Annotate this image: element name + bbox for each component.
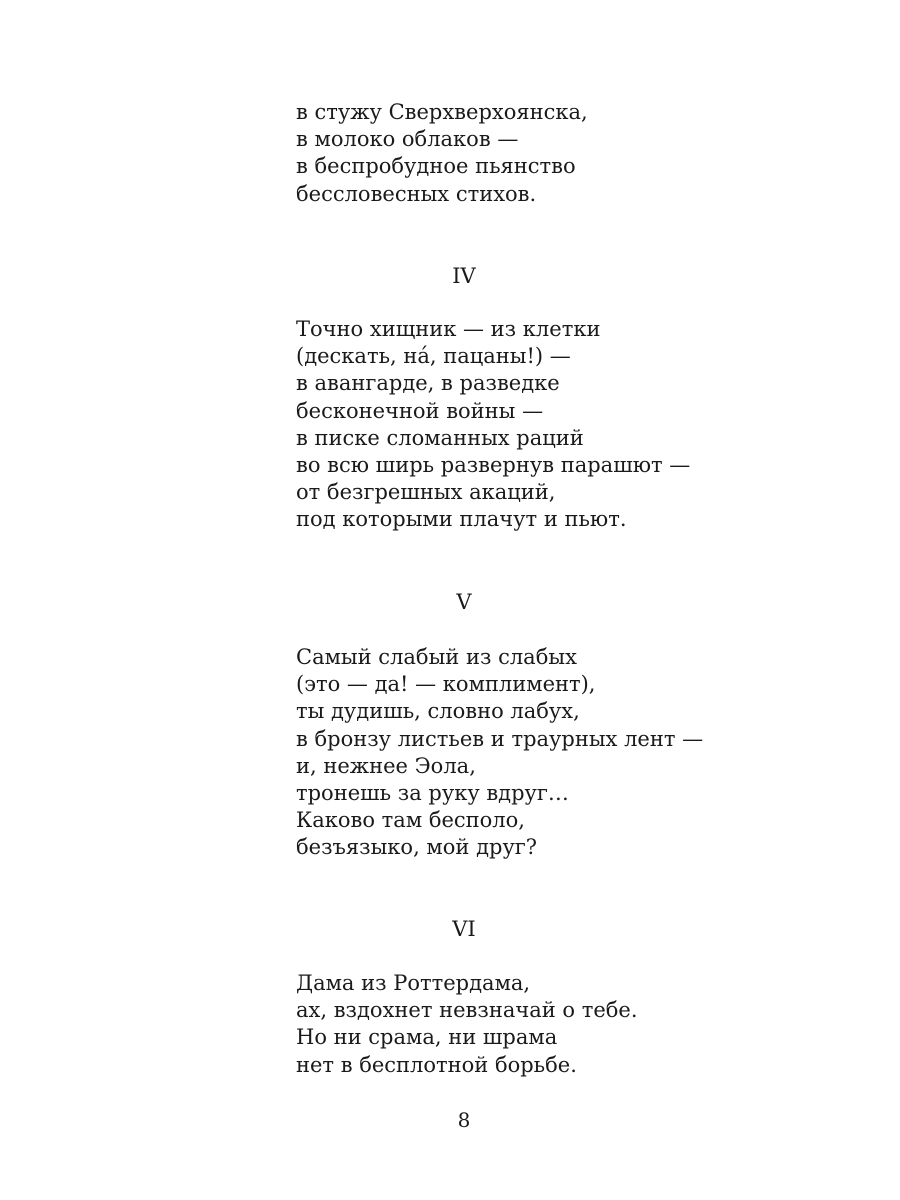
poem-line: Самый слабый из слабых xyxy=(296,645,577,669)
poem-line: тронешь за руку вдруг… xyxy=(296,781,569,806)
stanza-vi xyxy=(296,970,816,1079)
poem-line: безъязыко, мой друг? xyxy=(296,835,538,860)
poem-line: во всю ширь развернув парашют — xyxy=(296,453,691,478)
poem-line: нет в бесплотной борьбе. xyxy=(296,1052,577,1077)
poem-line: в стужу Сверхверхоянска, xyxy=(296,100,588,124)
stanza-iv xyxy=(296,316,816,534)
poem-line: от безгрешных акаций, xyxy=(296,480,556,505)
poem-line: в беспробудное пьянство xyxy=(296,154,576,179)
poem-line: ты дудишь, словно лабух, xyxy=(296,699,580,724)
poem-line: в авангарде, в разведке xyxy=(296,371,560,396)
poem-line: Но ни срама, ни шрама xyxy=(296,1025,558,1050)
section-heading-v: V xyxy=(456,590,472,614)
poem-line: (дескать, на́, пацаны!) — xyxy=(296,344,571,369)
section-heading-iv: IV xyxy=(452,264,476,288)
page-number: 8 xyxy=(457,1108,471,1132)
poem-line: в бронзу листьев и траурных лент — xyxy=(296,726,704,751)
poem-line: бессловесных стихов. xyxy=(296,181,537,206)
poem-line: бесконечной войны — xyxy=(296,398,544,423)
stanza-v xyxy=(296,644,816,862)
poem-line: под которыми плачут и пьют. xyxy=(296,507,627,532)
poem-line: в молоко облаков — xyxy=(296,127,519,152)
poem-line: (это — да! — комплимент), xyxy=(296,672,596,697)
stanza-continuation xyxy=(296,99,816,208)
poem-line: Точно хищник — из клетки xyxy=(296,317,601,341)
poem-line: в писке сломанных раций xyxy=(296,425,584,450)
section-heading-vi: VI xyxy=(452,917,476,941)
poem-line: и, нежнее Эола, xyxy=(296,753,476,778)
poem-line: Каково там бесполо, xyxy=(296,808,525,833)
poem-line: ах, вздохнет невзначай о тебе. xyxy=(296,998,638,1023)
poem-line: Дама из Роттердама, xyxy=(296,971,531,995)
